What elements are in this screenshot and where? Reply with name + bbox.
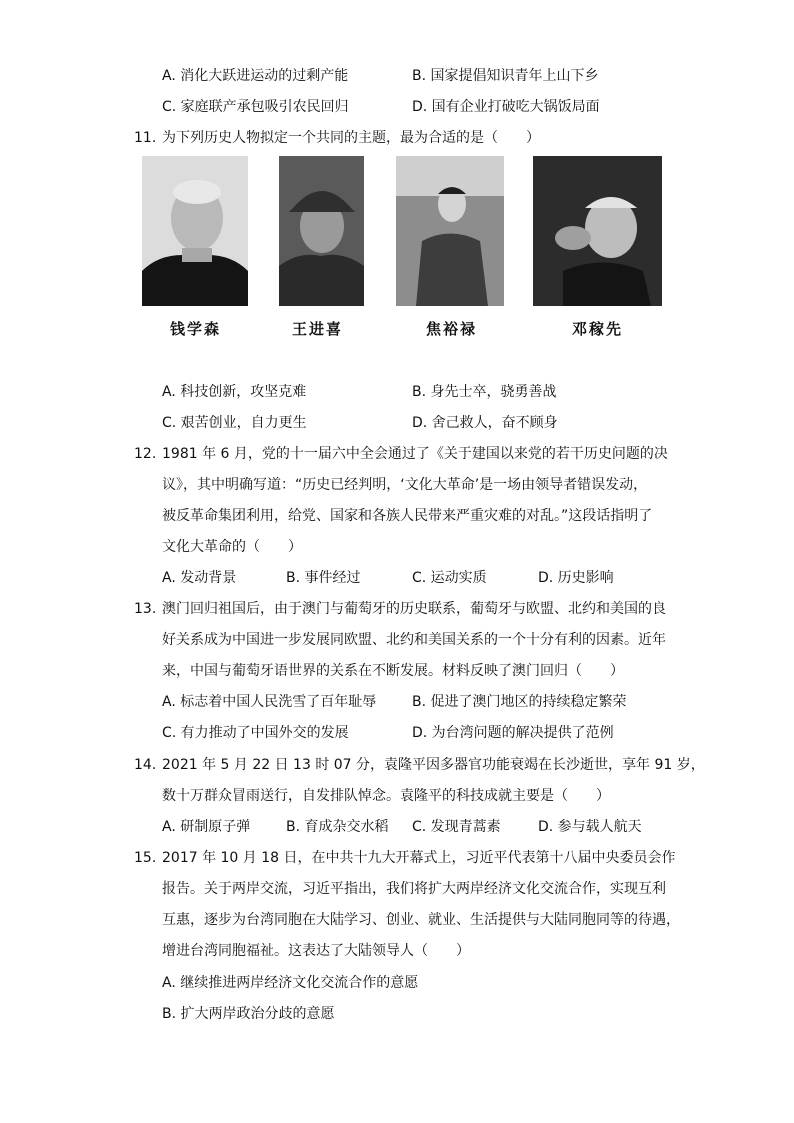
q10-options-row-2 [162,97,762,117]
q15-stem-line-3: 互惠，逐步为台湾同胞在大陆学习、创业、就业、生活提供与大陆同胞同等的待遇， [162,912,680,928]
q15-stem-line-1: 2017 年 10 月 18 日，在中共十九大开幕式上，习近平代表第十八届中央委员会作 [162,850,676,866]
q11-options-row-2 [162,413,762,433]
q12-number: 12. [134,446,157,462]
photo-qian-xuesen [142,156,248,306]
q14-number: 14. [134,757,157,773]
q14-stem-line-2: 数十万群众冒雨送行，自发排队悼念。袁隆平的科技成就主要是（ ） [162,788,610,804]
q13-options-row-1 [162,692,762,712]
caption-2: 王进喜 [292,320,344,338]
q12-option-b: B. 事件经过 [286,570,361,586]
q13-number: 13. [134,601,157,617]
portrait-illustration [396,156,504,306]
q10-option-d: D. 国有企业打破吃大锅饭局面 [412,99,600,115]
q14-option-a: A. 研制原子弹 [162,819,251,835]
caption-3: 焦裕禄 [426,320,478,338]
q15-option-a: A. 继续推进两岸经济文化交流合作的意愿 [162,975,419,991]
q11-stem: 为下列历史人物拟定一个共同的主题，最为合适的是（ ） [162,130,540,146]
q11-options-row-1 [162,382,762,402]
portrait-illustration [279,156,364,306]
q13-option-c: C. 有力推动了中国外交的发展 [162,725,349,741]
q15-stem-line-4: 增进台湾同胞福祉。这表达了大陆领导人（ ） [162,943,470,959]
q12-option-c: C. 运动实质 [412,570,487,586]
q15-stem-line-2: 报告。关于两岸交流，习近平指出，我们将扩大两岸经济文化交流合作，实现互利 [162,881,666,897]
q12-stem-line-1: 1981 年 6 月，党的十一届六中全会通过了《关于建国以来党的若干历史问题的决 [162,446,668,462]
q11-option-b: B. 身先士卒，骁勇善战 [412,384,557,400]
photo-jiao-yulu [396,156,504,306]
q15-number: 15. [134,850,157,866]
q12-stem-line-2: 议》，其中明确写道：“历史已经判明，‘文化大革命’是一场由领导者错误发动， [162,477,648,493]
q11-number: 11. [134,130,157,146]
q13-stem-line-3: 来，中国与葡萄牙语世界的关系在不断发展。材料反映了澳门回归（ ） [162,663,624,679]
q13-stem-line-1: 澳门回归祖国后，由于澳门与葡萄牙的历史联系，葡萄牙与欧盟、北约和美国的良 [162,601,666,617]
q12-option-a: A. 发动背景 [162,570,237,586]
portrait-illustration [533,156,662,306]
q12-stem-line-3: 被反革命集团利用，给党、国家和各族人民带来严重灾难的对乱。”这段话指明了 [162,508,653,524]
q11-option-d: D. 舍己救人，奋不顾身 [412,415,558,431]
q13-option-a: A. 标志着中国人民洗雪了百年耻辱 [162,694,377,710]
photo-wang-jinxi [279,156,364,306]
q11-option-a: A. 科技创新，攻坚克难 [162,384,307,400]
q14-stem-line-1: 2021 年 5 月 22 日 13 时 07 分，袁隆平因多器官功能衰竭在长沙逝世，享年 91 岁， [162,757,705,773]
q13-options-row-2 [162,723,762,743]
q11-option-c: C. 艰苦创业，自力更生 [162,415,307,431]
q14-option-c: C. 发现青蒿素 [412,819,501,835]
q12-option-d: D. 历史影响 [538,570,614,586]
q13-option-d: D. 为台湾问题的解决提供了范例 [412,725,614,741]
q12-options-row [162,568,762,588]
q10-option-c: C. 家庭联产承包吸引农民回归 [162,99,349,115]
q10-option-a: A. 消化大跃进运动的过剩产能 [162,68,349,84]
q13-stem-line-2: 好关系成为中国进一步发展同欧盟、北约和美国关系的一个十分有利的因素。近年 [162,632,666,648]
q13-option-b: B. 促进了澳门地区的持续稳定繁荣 [412,694,627,710]
portrait-illustration [142,156,248,306]
q14-option-b: B. 育成杂交水稻 [286,819,389,835]
q12-stem-line-4: 文化大革命的（ ） [162,539,302,555]
photo-deng-jiaxian [533,156,662,306]
q14-options-row [162,817,762,837]
caption-4: 邓稼先 [572,320,624,338]
caption-1: 钱学森 [170,320,222,338]
q14-option-d: D. 参与载人航天 [538,819,642,835]
q10-options-row-1 [162,66,762,86]
q10-option-b: B. 国家提倡知识青年上山下乡 [412,68,599,84]
q15-option-b: B. 扩大两岸政治分歧的意愿 [162,1006,335,1022]
